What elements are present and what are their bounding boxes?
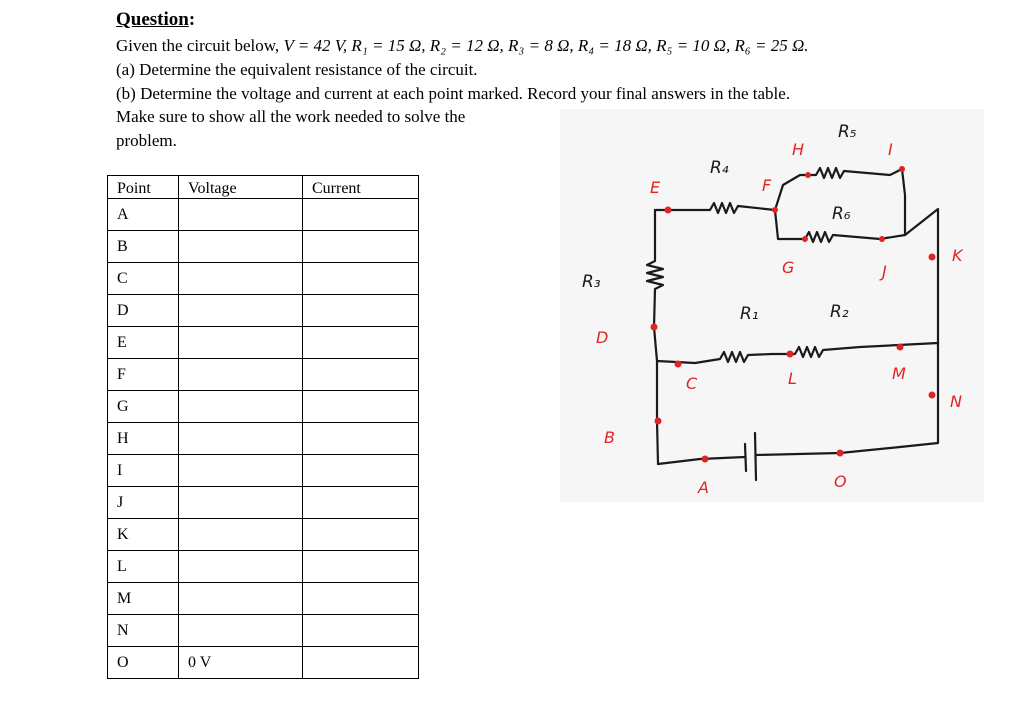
table-header-row <box>108 176 419 199</box>
label-c: C <box>686 374 698 393</box>
table-row <box>108 359 419 391</box>
table-row <box>108 295 419 327</box>
point-cell: N <box>108 615 179 647</box>
label-m: M <box>892 364 906 383</box>
node-d <box>651 324 658 331</box>
current-cell[interactable] <box>303 519 419 551</box>
label-f: F <box>762 176 772 195</box>
table-row <box>108 615 419 647</box>
table-row <box>108 647 419 679</box>
node-i <box>899 166 905 172</box>
label-h: H <box>792 140 805 159</box>
question-heading-colon: : <box>188 9 196 30</box>
circuit-background <box>560 109 984 502</box>
voltage-cell[interactable] <box>179 327 303 359</box>
label-g: G <box>782 258 795 277</box>
question-heading <box>116 9 195 31</box>
r6-label: R₆ <box>832 204 851 224</box>
label-o: O <box>834 472 847 491</box>
point-cell: G <box>108 391 179 423</box>
voltage-cell[interactable] <box>179 199 303 231</box>
point-cell: B <box>108 231 179 263</box>
given-values: V = 42 V, R₁ = 15 Ω, R₂ = 12 Ω, R₃ = 8 Ω, R₄ = 18 Ω, R₅ = 10 Ω, R₆ = 25 Ω. <box>283 36 809 55</box>
node-g <box>802 236 808 242</box>
point-cell: J <box>108 487 179 519</box>
label-j: J <box>882 262 887 281</box>
node-l <box>787 351 794 358</box>
voltage-cell[interactable] <box>179 231 303 263</box>
table-row <box>108 551 419 583</box>
r5-label: R₅ <box>838 122 857 142</box>
node-b <box>655 418 662 425</box>
current-cell[interactable] <box>303 231 419 263</box>
node-c <box>675 361 682 368</box>
circuit-diagram <box>560 109 984 502</box>
current-cell[interactable] <box>303 455 419 487</box>
current-cell[interactable] <box>303 295 419 327</box>
label-i: I <box>888 140 893 159</box>
note-line-2: problem. <box>116 131 177 150</box>
voltage-cell[interactable] <box>179 455 303 487</box>
point-cell: E <box>108 327 179 359</box>
current-cell[interactable] <box>303 615 419 647</box>
label-e: E <box>650 178 661 197</box>
table-row <box>108 391 419 423</box>
label-n: N <box>950 392 962 411</box>
current-cell[interactable] <box>303 487 419 519</box>
voltage-cell[interactable] <box>179 487 303 519</box>
point-cell: M <box>108 583 179 615</box>
table-row <box>108 231 419 263</box>
current-cell[interactable] <box>303 583 419 615</box>
table-row <box>108 263 419 295</box>
voltage-cell[interactable] <box>179 551 303 583</box>
given-prefix: Given the circuit below, <box>116 36 284 55</box>
r1-label: R₁ <box>740 304 759 324</box>
answer-table <box>107 175 419 679</box>
header-point: Point <box>108 176 179 199</box>
node-f <box>772 207 778 213</box>
label-l: L <box>788 369 797 388</box>
r3-label: R₃ <box>582 272 601 292</box>
voltage-cell[interactable]: 0 V <box>179 647 303 679</box>
current-cell[interactable] <box>303 391 419 423</box>
node-n <box>929 392 936 399</box>
current-cell[interactable] <box>303 359 419 391</box>
node-m <box>897 344 904 351</box>
current-cell[interactable] <box>303 263 419 295</box>
label-d: D <box>596 328 609 347</box>
table-row <box>108 455 419 487</box>
current-cell[interactable] <box>303 423 419 455</box>
given-line <box>116 36 809 56</box>
point-cell: H <box>108 423 179 455</box>
voltage-cell[interactable] <box>179 423 303 455</box>
voltage-cell[interactable] <box>179 583 303 615</box>
header-voltage: Voltage <box>179 176 303 199</box>
label-a: A <box>698 478 709 497</box>
table-row <box>108 487 419 519</box>
point-cell: I <box>108 455 179 487</box>
current-cell[interactable] <box>303 647 419 679</box>
node-h <box>805 172 811 178</box>
node-k <box>929 254 936 261</box>
header-current: Current <box>303 176 419 199</box>
voltage-cell[interactable] <box>179 519 303 551</box>
voltage-cell[interactable] <box>179 615 303 647</box>
point-cell: F <box>108 359 179 391</box>
node-e <box>665 207 672 214</box>
point-cell: K <box>108 519 179 551</box>
label-k: K <box>952 246 963 265</box>
part-a-text: (a) Determine the equivalent resistance of the circuit. <box>116 60 478 79</box>
current-cell[interactable] <box>303 327 419 359</box>
current-cell[interactable] <box>303 551 419 583</box>
point-cell: D <box>108 295 179 327</box>
table-row <box>108 327 419 359</box>
label-b: B <box>604 428 615 447</box>
voltage-cell[interactable] <box>179 391 303 423</box>
r4-label: R₄ <box>710 158 729 178</box>
table-row <box>108 423 419 455</box>
question-heading-text: Question <box>116 9 189 30</box>
table-row <box>108 199 419 231</box>
voltage-cell[interactable] <box>179 263 303 295</box>
note-line-1: Make sure to show all the work needed to solve the <box>116 107 466 126</box>
part-b-text: (b) Determine the voltage and current at each point marked. Record your final answers in the table. <box>116 84 791 103</box>
table-row <box>108 519 419 551</box>
voltage-cell[interactable] <box>179 359 303 391</box>
table-row <box>108 583 419 615</box>
current-cell[interactable] <box>303 199 419 231</box>
node-o <box>837 450 844 457</box>
r2-label: R₂ <box>830 302 849 322</box>
voltage-cell[interactable] <box>179 295 303 327</box>
point-cell: L <box>108 551 179 583</box>
point-cell: A <box>108 199 179 231</box>
node-a <box>702 456 709 463</box>
point-cell: C <box>108 263 179 295</box>
point-cell: O <box>108 647 179 679</box>
node-j <box>879 236 885 242</box>
